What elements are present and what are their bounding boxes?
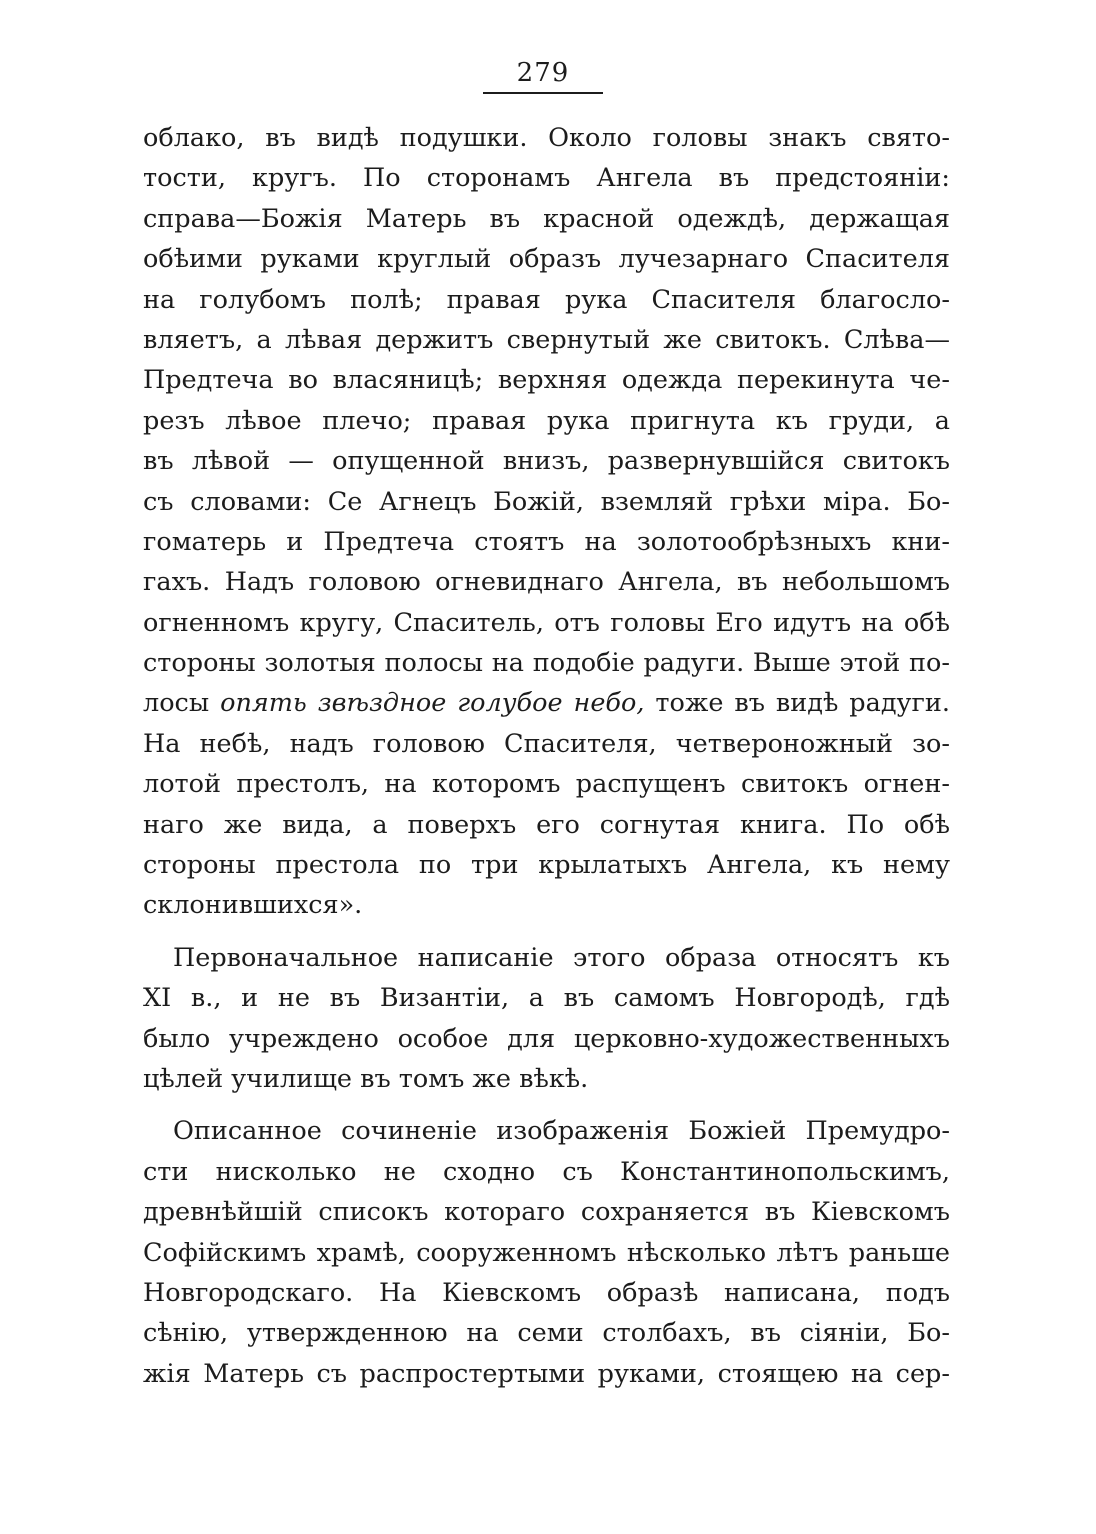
- text-line: Описанное сочиненіе изображенія Божіей Премудро-: [173, 1116, 950, 1147]
- paragraph-spacer: [143, 926, 950, 938]
- page-number: 279: [516, 58, 570, 88]
- text-line: наго же вида, а поверхъ его согнутая книга. По обѣ: [143, 809, 950, 840]
- text-span: лосы: [143, 688, 221, 719]
- text-line: цѣлей училище въ томъ же вѣкѣ.: [143, 1063, 589, 1094]
- text-line: Софійскимъ храмѣ, сооруженномъ нѣсколько лѣтъ раньше: [143, 1237, 950, 1268]
- text-line: на голубомъ полѣ; правая рука Спасителя благосло-: [143, 284, 950, 315]
- text-line: гоматерь и Предтеча стоятъ на золотообрѣзныхъ кни-: [143, 526, 950, 557]
- text-line: Первоначальное написаніе этого образа относятъ къ: [173, 942, 950, 973]
- text-line: стороны золотыя полосы на подобіе радуги. Выше этой по-: [143, 648, 950, 679]
- text-line: обѣими руками круглый образъ лучезарнаго Спасителя: [143, 244, 950, 275]
- text-line-mixed: [143, 683, 950, 723]
- text-line: въ лѣвой — опущенной внизъ, развернувшійся свитокъ: [143, 446, 950, 477]
- text-line: жія Матерь съ распростертыми руками, стоящею на сер-: [143, 1358, 950, 1389]
- text-line: было учреждено особое для церковно-художественныхъ: [143, 1023, 950, 1054]
- text-span: тоже въ видѣ радуги.: [644, 688, 950, 719]
- text-line: облако, въ видѣ подушки. Около головы знакъ свято-: [143, 123, 950, 153]
- text-line: Новгородскаго. На Кіевскомъ образѣ написана, подъ: [143, 1277, 950, 1308]
- page-number-rule: [483, 92, 603, 94]
- text-line: сти нисколько не сходно съ Константинопольскимъ,: [143, 1156, 950, 1187]
- text-line: огненномъ кругу, Спаситель, отъ головы Его идутъ на обѣ: [143, 607, 950, 638]
- text-line: справа—Божія Матерь въ красной одеждѣ, держащая: [143, 203, 950, 234]
- text-line: склонившихся».: [143, 890, 363, 921]
- text-line: съ словами: Се Агнецъ Божій, вземляй грѣхи міра. Бо-: [143, 486, 950, 517]
- text-line: тости, кругъ. По сторонамъ Ангела въ предстояніи:: [143, 163, 950, 194]
- text-line: вляетъ, а лѣвая держитъ свернутый же свитокъ. Слѣва—: [143, 324, 950, 355]
- text-line: XI в., и не въ Византіи, а въ самомъ Новгородѣ, гдѣ: [143, 983, 950, 1014]
- text-line: сѣнію, утвержденною на семи столбахъ, въ сіяніи, Бо-: [143, 1318, 950, 1349]
- text-line: гахъ. Надъ головою огневиднаго Ангела, въ небольшомъ: [143, 567, 950, 598]
- body-text: [143, 118, 950, 1394]
- paragraph-spacer: [143, 1099, 950, 1111]
- text-line: На небѣ, надъ головою Спасителя, четвероножный зо-: [143, 728, 950, 759]
- italic-phrase: опять звѣздное голубое небо,: [220, 688, 645, 719]
- text-line: древнѣйшій списокъ котораго сохраняется въ Кіевскомъ: [143, 1197, 950, 1228]
- text-line: стороны престола по три крылатыхъ Ангела, къ нему: [143, 850, 950, 881]
- text-line: резъ лѣвое плечо; правая рука пригнута къ груди, а: [143, 405, 950, 436]
- paragraph-2: [143, 938, 950, 1100]
- text-line: Предтеча во власяницѣ; верхняя одежда перекинута че-: [143, 365, 950, 396]
- text-line: лотой престолъ, на которомъ распущенъ свитокъ огнен-: [143, 769, 950, 800]
- paragraph-3: [143, 1111, 950, 1394]
- paragraph-1: [143, 118, 950, 926]
